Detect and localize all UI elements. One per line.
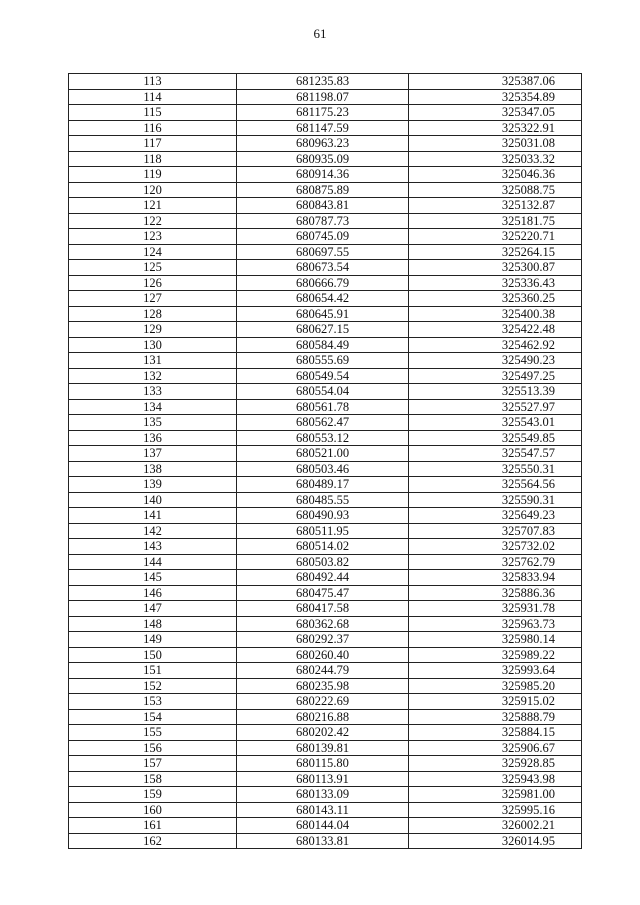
table-row: [69, 399, 582, 415]
point-number-cell: 113: [69, 74, 237, 90]
point-number-cell: 161: [69, 818, 237, 834]
y-coordinate-cell: 325963.73: [409, 616, 582, 632]
x-coordinate-cell: 680362.68: [237, 616, 409, 632]
x-coordinate-cell: 680843.81: [237, 198, 409, 214]
x-coordinate-cell: 680673.54: [237, 260, 409, 276]
table-row: [69, 709, 582, 725]
x-coordinate-cell: 680787.73: [237, 213, 409, 229]
x-coordinate-cell: 680914.36: [237, 167, 409, 183]
x-coordinate-cell: 680645.91: [237, 306, 409, 322]
y-coordinate-cell: 325497.25: [409, 368, 582, 384]
point-number-cell: 122: [69, 213, 237, 229]
x-coordinate-cell: 680666.79: [237, 275, 409, 291]
y-coordinate-cell: 325762.79: [409, 554, 582, 570]
point-number-cell: 114: [69, 89, 237, 105]
table-row: [69, 244, 582, 260]
x-coordinate-cell: 680143.11: [237, 802, 409, 818]
point-number-cell: 116: [69, 120, 237, 136]
table-row: [69, 368, 582, 384]
point-number-cell: 144: [69, 554, 237, 570]
y-coordinate-cell: 325400.38: [409, 306, 582, 322]
table-row: [69, 740, 582, 756]
table-row: [69, 570, 582, 586]
table-row: [69, 167, 582, 183]
y-coordinate-cell: 325985.20: [409, 678, 582, 694]
x-coordinate-cell: 681235.83: [237, 74, 409, 90]
y-coordinate-cell: 325886.36: [409, 585, 582, 601]
x-coordinate-cell: 680260.40: [237, 647, 409, 663]
table-row: [69, 213, 582, 229]
table-row: [69, 523, 582, 539]
x-coordinate-cell: 680561.78: [237, 399, 409, 415]
x-coordinate-cell: 680555.69: [237, 353, 409, 369]
y-coordinate-cell: 325549.85: [409, 430, 582, 446]
y-coordinate-cell: 325649.23: [409, 508, 582, 524]
table-row: [69, 120, 582, 136]
x-coordinate-cell: 680489.17: [237, 477, 409, 493]
table-row: [69, 182, 582, 198]
x-coordinate-cell: 680549.54: [237, 368, 409, 384]
y-coordinate-cell: 325884.15: [409, 725, 582, 741]
x-coordinate-cell: 680511.95: [237, 523, 409, 539]
y-coordinate-cell: 325462.92: [409, 337, 582, 353]
x-coordinate-cell: 680490.93: [237, 508, 409, 524]
x-coordinate-cell: 680133.09: [237, 787, 409, 803]
x-coordinate-cell: 680216.88: [237, 709, 409, 725]
table-row: [69, 632, 582, 648]
y-coordinate-cell: 325220.71: [409, 229, 582, 245]
table-row: [69, 818, 582, 834]
point-number-cell: 135: [69, 415, 237, 431]
point-number-cell: 131: [69, 353, 237, 369]
point-number-cell: 134: [69, 399, 237, 415]
y-coordinate-cell: 325513.39: [409, 384, 582, 400]
y-coordinate-cell: 325888.79: [409, 709, 582, 725]
table-row: [69, 260, 582, 276]
point-number-cell: 129: [69, 322, 237, 338]
x-coordinate-cell: 680875.89: [237, 182, 409, 198]
table-row: [69, 601, 582, 617]
table-row: [69, 275, 582, 291]
y-coordinate-cell: 325906.67: [409, 740, 582, 756]
table-row: [69, 678, 582, 694]
x-coordinate-cell: 680503.46: [237, 461, 409, 477]
x-coordinate-cell: 680627.15: [237, 322, 409, 338]
y-coordinate-cell: 325264.15: [409, 244, 582, 260]
point-number-cell: 120: [69, 182, 237, 198]
point-number-cell: 143: [69, 539, 237, 555]
x-coordinate-cell: 680514.02: [237, 539, 409, 555]
table-row: [69, 802, 582, 818]
y-coordinate-cell: 325931.78: [409, 601, 582, 617]
point-number-cell: 157: [69, 756, 237, 772]
x-coordinate-cell: 680144.04: [237, 818, 409, 834]
y-coordinate-cell: 325732.02: [409, 539, 582, 555]
table-row: [69, 694, 582, 710]
y-coordinate-cell: 325833.94: [409, 570, 582, 586]
point-number-cell: 145: [69, 570, 237, 586]
point-number-cell: 125: [69, 260, 237, 276]
table-row: [69, 585, 582, 601]
y-coordinate-cell: 325336.43: [409, 275, 582, 291]
x-coordinate-cell: 680492.44: [237, 570, 409, 586]
y-coordinate-cell: 325354.89: [409, 89, 582, 105]
y-coordinate-cell: 325564.56: [409, 477, 582, 493]
x-coordinate-cell: 680417.58: [237, 601, 409, 617]
y-coordinate-cell: 326014.95: [409, 833, 582, 849]
point-number-cell: 147: [69, 601, 237, 617]
y-coordinate-cell: 325943.98: [409, 771, 582, 787]
x-coordinate-cell: 680562.47: [237, 415, 409, 431]
y-coordinate-cell: 325993.64: [409, 663, 582, 679]
point-number-cell: 162: [69, 833, 237, 849]
point-number-cell: 136: [69, 430, 237, 446]
table-row: [69, 291, 582, 307]
table-row: [69, 663, 582, 679]
y-coordinate-cell: 325989.22: [409, 647, 582, 663]
table-row: [69, 151, 582, 167]
table-row: [69, 539, 582, 555]
x-coordinate-cell: 680584.49: [237, 337, 409, 353]
point-number-cell: 158: [69, 771, 237, 787]
point-number-cell: 146: [69, 585, 237, 601]
table-row: [69, 353, 582, 369]
point-number-cell: 118: [69, 151, 237, 167]
y-coordinate-cell: 326002.21: [409, 818, 582, 834]
y-coordinate-cell: 325031.08: [409, 136, 582, 152]
table-row: [69, 756, 582, 772]
table-row: [69, 384, 582, 400]
x-coordinate-cell: 680745.09: [237, 229, 409, 245]
point-number-cell: 123: [69, 229, 237, 245]
y-coordinate-cell: 325387.06: [409, 74, 582, 90]
table-row: [69, 461, 582, 477]
y-coordinate-cell: 325995.16: [409, 802, 582, 818]
x-coordinate-cell: 680133.81: [237, 833, 409, 849]
y-coordinate-cell: 325046.36: [409, 167, 582, 183]
table-row: [69, 74, 582, 90]
y-coordinate-cell: 325422.48: [409, 322, 582, 338]
table-row: [69, 89, 582, 105]
y-coordinate-cell: 325981.00: [409, 787, 582, 803]
point-number-cell: 127: [69, 291, 237, 307]
point-number-cell: 126: [69, 275, 237, 291]
x-coordinate-cell: 680222.69: [237, 694, 409, 710]
point-number-cell: 132: [69, 368, 237, 384]
y-coordinate-cell: 325980.14: [409, 632, 582, 648]
point-number-cell: 160: [69, 802, 237, 818]
x-coordinate-cell: 680935.09: [237, 151, 409, 167]
point-number-cell: 148: [69, 616, 237, 632]
table-row: [69, 554, 582, 570]
y-coordinate-cell: 325543.01: [409, 415, 582, 431]
y-coordinate-cell: 325360.25: [409, 291, 582, 307]
point-number-cell: 137: [69, 446, 237, 462]
x-coordinate-cell: 680139.81: [237, 740, 409, 756]
point-number-cell: 133: [69, 384, 237, 400]
point-number-cell: 155: [69, 725, 237, 741]
point-number-cell: 151: [69, 663, 237, 679]
y-coordinate-cell: 325928.85: [409, 756, 582, 772]
x-coordinate-cell: 680654.42: [237, 291, 409, 307]
point-number-cell: 117: [69, 136, 237, 152]
table-row: [69, 229, 582, 245]
point-number-cell: 159: [69, 787, 237, 803]
table-row: [69, 771, 582, 787]
y-coordinate-cell: 325322.91: [409, 120, 582, 136]
coordinates-table-body: [69, 74, 582, 849]
point-number-cell: 141: [69, 508, 237, 524]
table-row: [69, 508, 582, 524]
x-coordinate-cell: 680113.91: [237, 771, 409, 787]
y-coordinate-cell: 325915.02: [409, 694, 582, 710]
point-number-cell: 138: [69, 461, 237, 477]
x-coordinate-cell: 680697.55: [237, 244, 409, 260]
table-row: [69, 725, 582, 741]
point-number-cell: 149: [69, 632, 237, 648]
point-number-cell: 152: [69, 678, 237, 694]
x-coordinate-cell: 680115.80: [237, 756, 409, 772]
x-coordinate-cell: 680475.47: [237, 585, 409, 601]
x-coordinate-cell: 680485.55: [237, 492, 409, 508]
y-coordinate-cell: 325490.23: [409, 353, 582, 369]
x-coordinate-cell: 680244.79: [237, 663, 409, 679]
x-coordinate-cell: 680963.23: [237, 136, 409, 152]
y-coordinate-cell: 325033.32: [409, 151, 582, 167]
table-row: [69, 198, 582, 214]
x-coordinate-cell: 680503.82: [237, 554, 409, 570]
x-coordinate-cell: 680554.04: [237, 384, 409, 400]
point-number-cell: 153: [69, 694, 237, 710]
coordinates-table: [68, 73, 582, 849]
x-coordinate-cell: 680202.42: [237, 725, 409, 741]
table-row: [69, 306, 582, 322]
page-number: 61: [313, 26, 327, 41]
point-number-cell: 140: [69, 492, 237, 508]
table-row: [69, 136, 582, 152]
point-number-cell: 128: [69, 306, 237, 322]
y-coordinate-cell: 325347.05: [409, 105, 582, 121]
table-row: [69, 787, 582, 803]
y-coordinate-cell: 325300.87: [409, 260, 582, 276]
y-coordinate-cell: 325527.97: [409, 399, 582, 415]
x-coordinate-cell: 681147.59: [237, 120, 409, 136]
point-number-cell: 156: [69, 740, 237, 756]
point-number-cell: 124: [69, 244, 237, 260]
point-number-cell: 142: [69, 523, 237, 539]
y-coordinate-cell: 325707.83: [409, 523, 582, 539]
table-row: [69, 322, 582, 338]
table-row: [69, 833, 582, 849]
x-coordinate-cell: 681175.23: [237, 105, 409, 121]
table-row: [69, 446, 582, 462]
table-row: [69, 337, 582, 353]
y-coordinate-cell: 325550.31: [409, 461, 582, 477]
x-coordinate-cell: 680292.37: [237, 632, 409, 648]
table-row: [69, 430, 582, 446]
y-coordinate-cell: 325088.75: [409, 182, 582, 198]
y-coordinate-cell: 325547.57: [409, 446, 582, 462]
point-number-cell: 139: [69, 477, 237, 493]
x-coordinate-cell: 681198.07: [237, 89, 409, 105]
table-row: [69, 415, 582, 431]
table-row: [69, 616, 582, 632]
table-row: [69, 477, 582, 493]
point-number-cell: 130: [69, 337, 237, 353]
y-coordinate-cell: 325132.87: [409, 198, 582, 214]
point-number-cell: 154: [69, 709, 237, 725]
point-number-cell: 121: [69, 198, 237, 214]
point-number-cell: 115: [69, 105, 237, 121]
table-row: [69, 492, 582, 508]
y-coordinate-cell: 325590.31: [409, 492, 582, 508]
x-coordinate-cell: 680553.12: [237, 430, 409, 446]
table-row: [69, 105, 582, 121]
y-coordinate-cell: 325181.75: [409, 213, 582, 229]
x-coordinate-cell: 680521.00: [237, 446, 409, 462]
point-number-cell: 150: [69, 647, 237, 663]
table-row: [69, 647, 582, 663]
point-number-cell: 119: [69, 167, 237, 183]
x-coordinate-cell: 680235.98: [237, 678, 409, 694]
